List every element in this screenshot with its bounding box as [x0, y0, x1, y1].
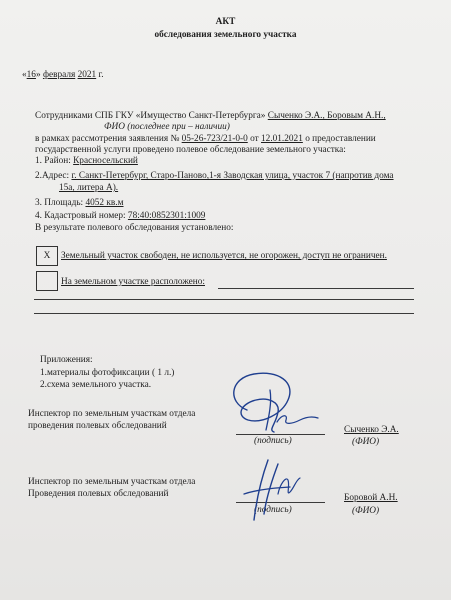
checkbox-free [36, 246, 58, 266]
fill-line [218, 288, 414, 289]
signature-1 [222, 370, 322, 436]
fill-line [34, 299, 414, 300]
inspector1-title: Инспектор по земельным участкам отдела [28, 409, 196, 419]
inspector2-subtitle: Проведения полевых обследований [28, 489, 169, 499]
address-line-2: 15а, литера А). [59, 183, 119, 193]
attachments-heading: Приложения: [40, 355, 93, 365]
address-line: 2.Адрес: г. Санкт-Петербург, Старо-Паново,1-я Заводская улица, участок 7 (напротив дома [35, 171, 394, 181]
fio-hint: (ФИО) [352, 506, 380, 516]
document-subtitle: обследования земельного участка [154, 30, 297, 40]
inspector2-title: Инспектор по земельным участкам отдела [28, 477, 196, 487]
checkbox-objects [36, 271, 58, 291]
inspector1-subtitle: проведения полевых обследований [28, 421, 167, 431]
fill-line [34, 313, 414, 314]
attachment-item: 2.схема земельного участка. [40, 380, 152, 390]
inspector1-name: Сыченко Э.А. [344, 425, 399, 435]
fio-hint: (ФИО) [352, 437, 380, 447]
checkbox-mark: X [43, 251, 51, 261]
result-intro: В результате полевого обследования установлено: [35, 223, 234, 233]
district-line: 1. Район: Красносельский [35, 156, 138, 166]
check-text-objects: На земельном участке расположено: [61, 277, 205, 287]
cadastral-line: 4. Кадастровый номер: 78:40:0852301:1009 [35, 211, 206, 221]
consideration-line-2: государственной услуги проведено полевое обследование земельного участка: [35, 145, 346, 155]
act-date: «16» февраля 2021 г. [22, 70, 104, 80]
check-text-free: Земельный участок свободен, не используется, не огорожен, доступ не ограничен. [61, 251, 387, 261]
staff-line: Сотрудниками СПБ ГКУ «Имущество Санкт-Петербурга» Сыченко Э.А., Боровым А.Н., [35, 111, 386, 121]
signature-hint: (подпись) [254, 505, 292, 515]
fio-hint: ФИО (последнее при – наличии) [104, 122, 230, 132]
signature-hint: (подпись) [254, 436, 292, 446]
signature-2 [236, 454, 306, 524]
attachment-item: 1.материалы фотофиксации ( 1 л.) [40, 368, 175, 378]
inspector2-name: Боровой А.Н. [344, 493, 398, 503]
document-title: АКТ [215, 17, 236, 27]
consideration-line: в рамках рассмотрения заявления № 05-26-723/21-0-0 от 12.01.2021 о предоставлении [35, 134, 376, 144]
area-line: 3. Площадь: 4052 кв.м [35, 198, 124, 208]
